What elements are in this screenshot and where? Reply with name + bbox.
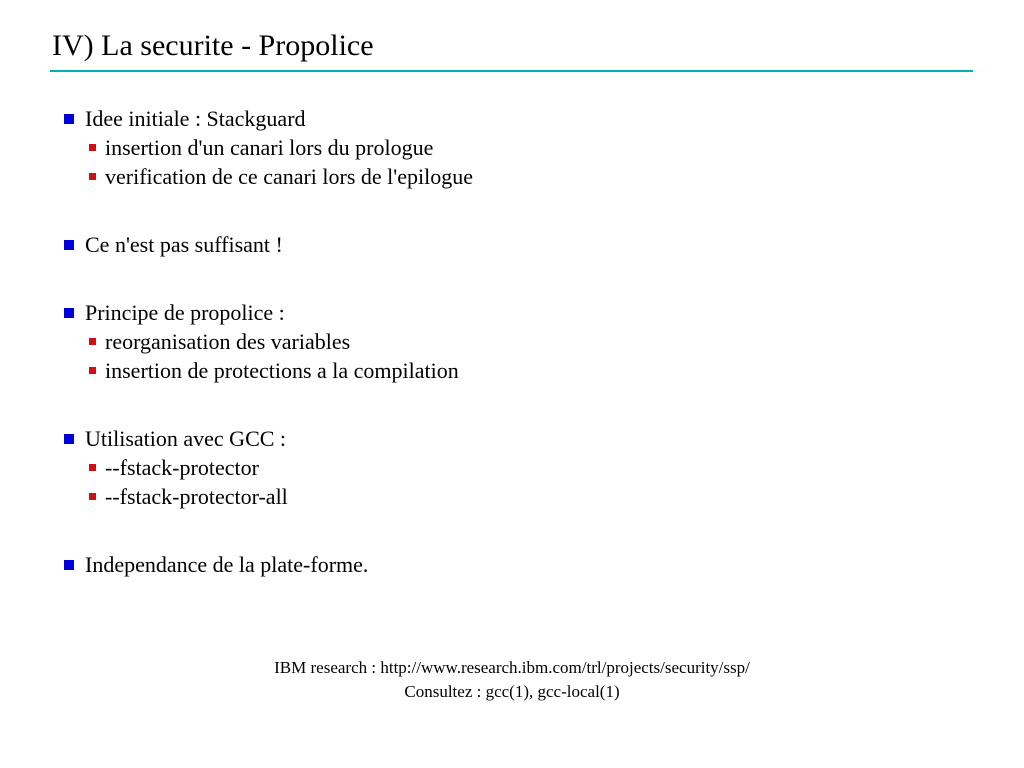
title-underline [50, 70, 973, 72]
list-item-label: Idee initiale : Stackguard [85, 106, 306, 131]
list-subitem [89, 162, 984, 191]
list-item [64, 550, 984, 579]
list-subitem-label: --fstack-protector [105, 455, 259, 480]
footer-consult-line: Consultez : gcc(1), gcc-local(1) [404, 682, 620, 701]
list-item [64, 104, 984, 133]
bullet-group [64, 298, 984, 385]
level1-bullet-icon [64, 308, 74, 318]
list-subitem [89, 482, 984, 511]
level2-bullet-icon [89, 338, 96, 345]
slide-body [64, 104, 984, 618]
level1-bullet-icon [64, 240, 74, 250]
list-item [64, 424, 984, 453]
list-subitem-label: insertion d'un canari lors du prologue [105, 135, 434, 160]
level2-bullet-icon [89, 173, 96, 180]
level1-bullet-icon [64, 434, 74, 444]
bullet-group [64, 424, 984, 511]
list-item-label: Utilisation avec GCC : [85, 426, 287, 451]
list-subitem-label: reorganisation des variables [105, 329, 351, 354]
list-subitem-label: --fstack-protector-all [105, 484, 288, 509]
level2-bullet-icon [89, 144, 96, 151]
list-subitem [89, 356, 984, 385]
level1-bullet-icon [64, 114, 74, 124]
level2-bullet-icon [89, 464, 96, 471]
level2-bullet-icon [89, 493, 96, 500]
bullet-group [64, 104, 984, 191]
list-item [64, 230, 984, 259]
list-subitem [89, 453, 984, 482]
list-subitem-label: insertion de protections a la compilation [105, 358, 459, 383]
page-title: IV) La securite - Propolice [52, 29, 374, 62]
level1-bullet-icon [64, 560, 74, 570]
footer-reference-line: IBM research : http://www.research.ibm.com/trl/projects/security/ssp/ [274, 658, 750, 677]
list-subitem [89, 327, 984, 356]
list-item [64, 298, 984, 327]
bullet-group [64, 230, 984, 259]
list-subitem-label: verification de ce canari lors de l'epilogue [105, 164, 474, 189]
level2-bullet-icon [89, 367, 96, 374]
list-item-label: Principe de propolice : [85, 300, 285, 325]
slide-footer [0, 656, 1024, 704]
list-subitem [89, 133, 984, 162]
bullet-group [64, 550, 984, 579]
list-item-label: Independance de la plate-forme. [85, 552, 369, 577]
list-item-label: Ce n'est pas suffisant ! [85, 232, 283, 257]
